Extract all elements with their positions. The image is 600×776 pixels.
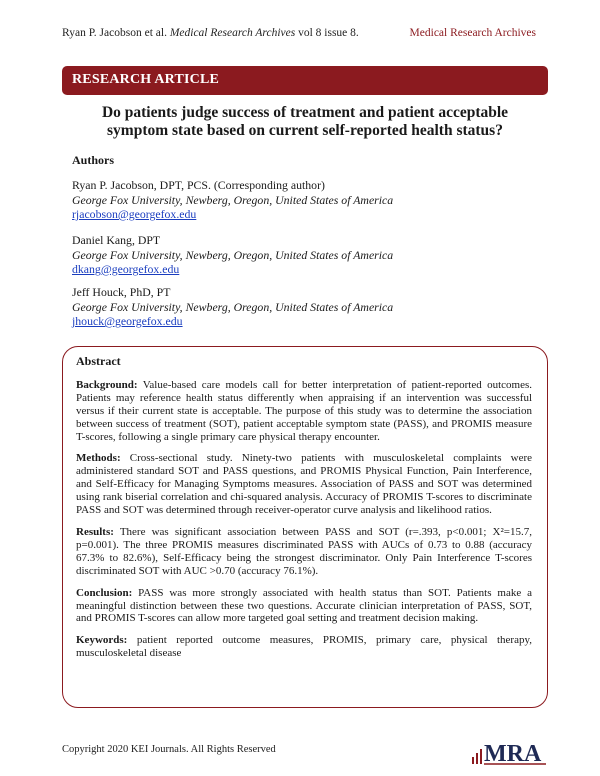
conclusion-label: Conclusion:	[76, 586, 133, 599]
article-type-banner	[62, 66, 548, 95]
footer-copyright: Copyright 2020 KEI Journals. All Rights Reserved	[62, 744, 276, 755]
abstract-keywords	[76, 634, 532, 660]
author-name: Daniel Kang, DPT	[72, 233, 161, 247]
abstract-content	[76, 355, 532, 669]
results-text: There was significant association between PASS and SOT (r=.393, p<0.001; X²=15.7, p=0.001). The three PROMIS measures discriminated PASS with AUCs of 0.73 to 0.88 (accuracy 67.3% to 82.6%), Self-Efficacy being the strongest discriminator. Only Pain Interference T-scores discriminated SOT with AUC >0.70 (accuracy 76.1%).	[76, 525, 532, 577]
logo-bars	[472, 749, 482, 764]
article-title	[62, 104, 548, 140]
keywords-text: patient reported outcome measures, PROMIS, primary care, physical therapy, musculoskeletal disease	[76, 634, 533, 660]
logo-bar	[472, 757, 474, 764]
author-affiliation: George Fox University, Newberg, Oregon, United States of America	[72, 192, 394, 207]
abstract-heading: Abstract	[76, 354, 121, 368]
author-affiliation: George Fox University, Newberg, Oregon, United States of America	[72, 247, 394, 262]
abstract-results	[76, 526, 532, 578]
methods-label: Methods:	[76, 452, 121, 465]
authors-heading: Authors	[72, 153, 115, 167]
background-text: Value-based care models call for better interpretation of patient-reported outcomes. Patients may reference health status differently when appraising if an intervention was successful versus if their current state is acceptable. The purpose of this study was to determine the association between success of treatment (SOT), patient acceptable symptom state (PASS), and PROMIS measure T-scores, following a single primary care physical therapy encounter.	[76, 378, 532, 443]
author-2	[72, 233, 393, 277]
keywords-label: Keywords:	[76, 634, 128, 647]
abstract-conclusion	[76, 587, 532, 626]
author-name: Jeff Houck, PhD, PT	[72, 285, 171, 299]
methods-text: Cross-sectional study. Ninety-two patients with musculoskeletal complaints were administered standard SOT and PASS questions, and PROMIS Physical Function, Pain Interference, and Self-Efficacy for Managing Symptoms measures. Association of PASS and SOT was determined using rank biserial correlation and chi-squared analysis. Accuracy of PROMIS T-scores to discriminate PASS and SOT was determined through receiver-operator curve analysis and likelihood ratios.	[76, 452, 533, 517]
author-name: Ryan P. Jacobson, DPT, PCS. (Corresponding author)	[72, 178, 325, 192]
mra-logo	[470, 737, 548, 767]
author-affiliation: George Fox University, Newberg, Oregon, United States of America	[72, 299, 394, 314]
author-3	[72, 285, 393, 329]
running-volume: vol 8 issue 8.	[298, 27, 359, 39]
author-email-link[interactable]: dkang@georgefox.edu	[72, 262, 180, 276]
logo-bar	[476, 753, 478, 764]
running-header	[62, 27, 536, 39]
article-type-label: RESEARCH ARTICLE	[72, 72, 220, 87]
journal-name-right: Medical Research Archives	[409, 27, 536, 39]
running-journal: Medical Research Archives	[169, 27, 296, 39]
abstract-box	[62, 346, 548, 708]
abstract-methods	[76, 452, 532, 517]
title-line-1: Do patients judge success of treatment and patient acceptable	[101, 104, 509, 121]
title-line-2: symptom state based on current self-reported health status?	[107, 122, 503, 139]
results-label: Results:	[76, 525, 114, 538]
background-label: Background:	[76, 378, 138, 391]
logo-text: MRA	[484, 741, 542, 767]
logo-bar	[480, 749, 482, 764]
running-author: Ryan P. Jacobson et al.	[62, 27, 167, 39]
abstract-background	[76, 379, 532, 444]
author-email-link[interactable]: rjacobson@georgefox.edu	[72, 207, 197, 221]
author-email-link[interactable]: jhouck@georgefox.edu	[72, 314, 183, 328]
conclusion-text: PASS was more strongly associated with health status than SOT. Patients make a meaningful distinction between these two questions. Accurate clinician interpretation of PASS, SOT, and PROMIS T-scores can allow more targeted goal setting and treatment decision making.	[76, 586, 533, 625]
author-1	[72, 178, 393, 222]
